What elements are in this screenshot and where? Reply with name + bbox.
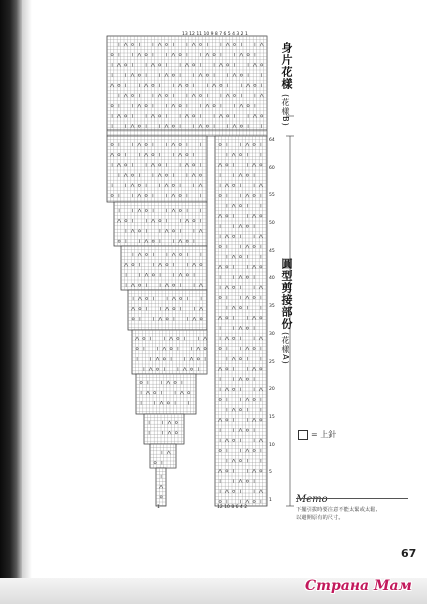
body-pattern-subtitle: (花樣B) — [281, 94, 290, 127]
row-label: 40 — [269, 276, 275, 282]
left-bottom-number: 1 — [157, 505, 160, 510]
memo-line-1: 下擺引拔時要注意不能太緊或太鬆, — [296, 507, 378, 513]
knitting-chart — [32, 6, 422, 566]
step-grid-9 — [156, 468, 166, 506]
symbol-legend — [298, 429, 336, 440]
row-label: 60 — [269, 165, 275, 171]
row-label: 20 — [269, 387, 275, 393]
memo-line-2: 以避開原有的尺寸。 — [296, 515, 344, 521]
row-label: 45 — [269, 248, 275, 254]
row-label: 1 — [269, 498, 272, 503]
purl-symbol-box — [298, 430, 308, 440]
body-pattern-title: 身片花樣 — [280, 42, 293, 90]
top-stitch-numbers: 13 12 11 10 9 8 7 6 5 4 3 2 1 — [182, 32, 248, 37]
memo-title: Memo — [296, 494, 328, 505]
yoke-part-title: 圓型剪接部份 — [280, 258, 293, 330]
yoke-part-subtitle: (花樣A) — [281, 332, 290, 365]
watermark-logo: Страна Мам — [305, 578, 412, 594]
book-spine — [0, 0, 22, 604]
page-number: 67 — [401, 547, 417, 560]
memo-divider — [296, 498, 408, 499]
row-label: 10 — [269, 442, 275, 448]
row-label: 5 — [269, 470, 272, 476]
book-page — [32, 6, 422, 586]
bottom-stitch-numbers: 12 10 8 6 4 2 — [217, 505, 248, 510]
row-label: 35 — [269, 304, 275, 310]
row-label: 30 — [269, 331, 275, 337]
legend-equals: = — [311, 430, 318, 439]
legend-meaning: 上針 — [320, 430, 337, 439]
row-label: 15 — [269, 414, 275, 420]
row-label: 55 — [269, 193, 275, 199]
row-label: 25 — [269, 359, 275, 365]
spine-shadow — [22, 0, 32, 604]
row-label: 64 — [269, 138, 275, 143]
row-label: 50 — [269, 221, 275, 227]
